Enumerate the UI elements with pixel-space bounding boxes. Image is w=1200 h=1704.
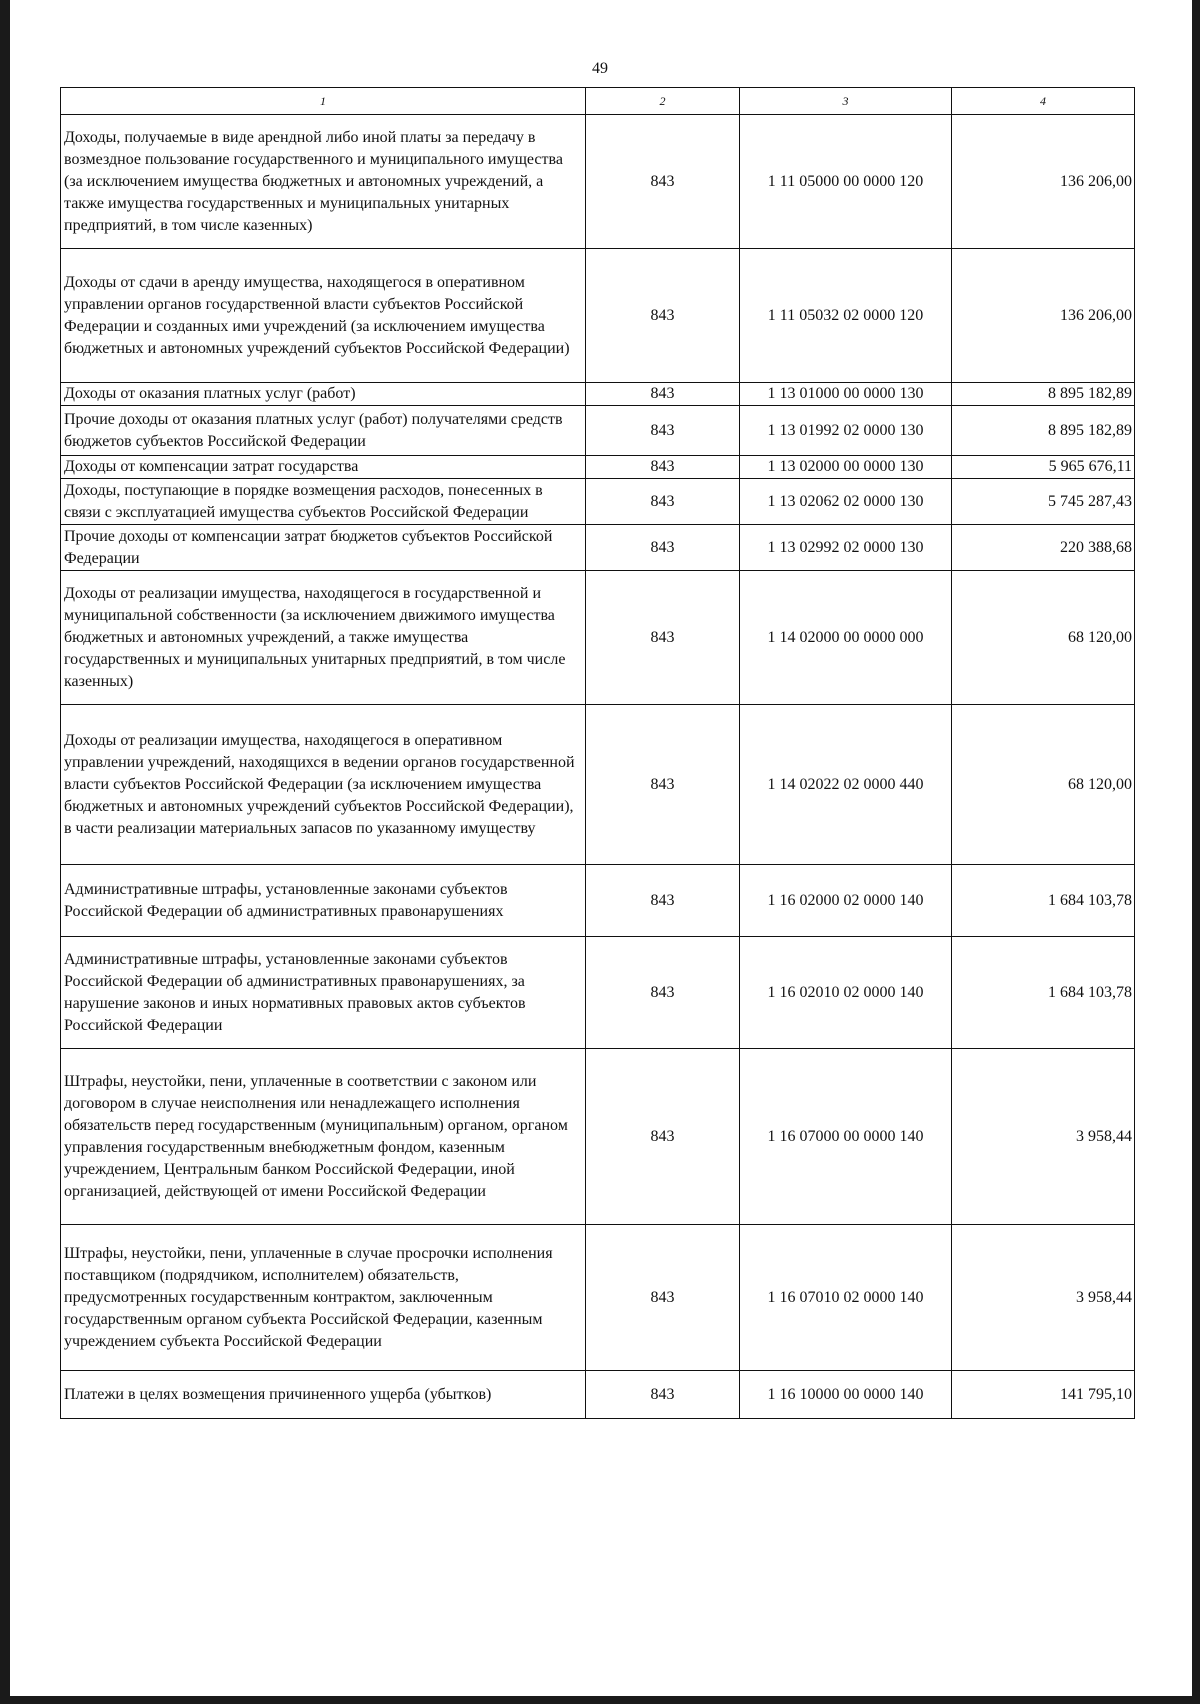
row-name-cell: Доходы, поступающие в порядке возмещения расходов, понесенных в связи с эксплуатацией имущества субъектов Российской Федерации (61, 479, 586, 525)
table-body (61, 88, 1135, 1419)
row-amount-cell: 8 895 182,89 (952, 406, 1135, 456)
row-admin-code-cell: 843 (586, 115, 740, 249)
row-budget-code-cell: 1 16 02000 02 0000 140 (740, 865, 952, 937)
row-amount-cell: 136 206,00 (952, 249, 1135, 383)
row-budget-code-cell: 1 13 01000 00 0000 130 (740, 383, 952, 406)
row-amount-cell: 3 958,44 (952, 1049, 1135, 1225)
row-name-cell: Доходы от реализации имущества, находящегося в оперативном управлении учреждений, находящихся в ведении органов государственной власти субъектов Российской Федерации (за исключением имущества бюджетных и автономных учреждений субъектов Российской Федерации), в части реализации материальных запасов по указанному имуществу (61, 705, 586, 865)
row-amount-cell: 68 120,00 (952, 705, 1135, 865)
row-amount-cell: 141 795,10 (952, 1371, 1135, 1419)
table-row (61, 1049, 1135, 1225)
row-budget-code-cell: 1 13 02000 00 0000 130 (740, 456, 952, 479)
row-name-cell: Доходы от оказания платных услуг (работ) (61, 383, 586, 406)
table-row (61, 571, 1135, 705)
row-name-cell: Административные штрафы, установленные законами субъектов Российской Федерации об административных правонарушениях (61, 865, 586, 937)
row-amount-cell: 68 120,00 (952, 571, 1135, 705)
row-admin-code-cell: 843 (586, 865, 740, 937)
row-budget-code-cell: 1 13 01992 02 0000 130 (740, 406, 952, 456)
row-amount-cell: 220 388,68 (952, 525, 1135, 571)
column-number-2: 2 (586, 88, 740, 115)
table-row (61, 525, 1135, 571)
scan-edge-left (0, 0, 10, 1704)
row-admin-code-cell: 843 (586, 937, 740, 1049)
row-amount-cell: 3 958,44 (952, 1225, 1135, 1371)
row-admin-code-cell: 843 (586, 705, 740, 865)
row-admin-code-cell: 843 (586, 1049, 740, 1225)
row-name-cell: Доходы от реализации имущества, находящегося в государственной и муниципальной собственности (за исключением движимого имущества бюджетных и автономных учреждений, а также имущества государственных и муниципальных унитарных предприятий, в том числе казенных) (61, 571, 586, 705)
table-row (61, 383, 1135, 406)
row-amount-cell: 5 745 287,43 (952, 479, 1135, 525)
row-budget-code-cell: 1 14 02022 02 0000 440 (740, 705, 952, 865)
table-row (61, 865, 1135, 937)
table-row (61, 115, 1135, 249)
row-admin-code-cell: 843 (586, 383, 740, 406)
scan-edge-bottom (0, 1696, 1200, 1704)
table-row (61, 1225, 1135, 1371)
row-budget-code-cell: 1 13 02062 02 0000 130 (740, 479, 952, 525)
row-budget-code-cell: 1 14 02000 00 0000 000 (740, 571, 952, 705)
row-admin-code-cell: 843 (586, 571, 740, 705)
table-row (61, 705, 1135, 865)
row-budget-code-cell: 1 16 02010 02 0000 140 (740, 937, 952, 1049)
row-admin-code-cell: 843 (586, 249, 740, 383)
row-admin-code-cell: 843 (586, 406, 740, 456)
table-row (61, 1371, 1135, 1419)
row-budget-code-cell: 1 16 10000 00 0000 140 (740, 1371, 952, 1419)
row-name-cell: Штрафы, неустойки, пени, уплаченные в соответствии с законом или договором в случае неисполнения или ненадлежащего исполнения обязательств перед государственным (муниципальным) органом, органом управления государственным внебюджетным фондом, казенным учреждением, Центральным банком Российской Федерации, иной организацией, действующей от имени Российской Федерации (61, 1049, 586, 1225)
column-number-3: 3 (740, 88, 952, 115)
row-admin-code-cell: 843 (586, 479, 740, 525)
revenue-table (60, 87, 1135, 1419)
row-amount-cell: 1 684 103,78 (952, 937, 1135, 1049)
table-row (61, 937, 1135, 1049)
column-number-1: 1 (61, 88, 586, 115)
row-admin-code-cell: 843 (586, 1371, 740, 1419)
row-name-cell: Прочие доходы от оказания платных услуг (работ) получателями средств бюджетов субъектов Российской Федерации (61, 406, 586, 456)
row-admin-code-cell: 843 (586, 1225, 740, 1371)
column-number-row (61, 88, 1135, 115)
row-name-cell: Доходы от сдачи в аренду имущества, находящегося в оперативном управлении органов государственной власти субъектов Российской Федерации и созданных ими учреждений (за исключением имущества бюджетных и автономных учреждений субъектов Российской Федерации) (61, 249, 586, 383)
scan-edge-right (1192, 0, 1200, 1704)
table-row (61, 249, 1135, 383)
row-budget-code-cell: 1 11 05032 02 0000 120 (740, 249, 952, 383)
row-amount-cell: 5 965 676,11 (952, 456, 1135, 479)
row-budget-code-cell: 1 16 07010 02 0000 140 (740, 1225, 952, 1371)
row-budget-code-cell: 1 16 07000 00 0000 140 (740, 1049, 952, 1225)
table-row (61, 479, 1135, 525)
row-amount-cell: 8 895 182,89 (952, 383, 1135, 406)
row-name-cell: Доходы от компенсации затрат государства (61, 456, 586, 479)
row-name-cell: Штрафы, неустойки, пени, уплаченные в случае просрочки исполнения поставщиком (подрядчиком, исполнителем) обязательств, предусмотренных государственным контрактом, заключенным государственным органом субъекта Российской Федерации, казенным учреждением субъекта Российской Федерации (61, 1225, 586, 1371)
row-name-cell: Административные штрафы, установленные законами субъектов Российской Федерации об административных правонарушениях, за нарушение законов и иных нормативных правовых актов субъектов Российской Федерации (61, 937, 586, 1049)
column-number-4: 4 (952, 88, 1135, 115)
row-name-cell: Доходы, получаемые в виде арендной либо иной платы за передачу в возмездное пользование государственного и муниципального имущества (за исключением имущества бюджетных и автономных учреждений, а также имущества государственных и муниципальных унитарных предприятий, в том числе казенных) (61, 115, 586, 249)
row-name-cell: Платежи в целях возмещения причиненного ущерба (убытков) (61, 1371, 586, 1419)
row-name-cell: Прочие доходы от компенсации затрат бюджетов субъектов Российской Федерации (61, 525, 586, 571)
table-row (61, 456, 1135, 479)
row-admin-code-cell: 843 (586, 456, 740, 479)
row-amount-cell: 136 206,00 (952, 115, 1135, 249)
row-amount-cell: 1 684 103,78 (952, 865, 1135, 937)
row-budget-code-cell: 1 13 02992 02 0000 130 (740, 525, 952, 571)
table-row (61, 406, 1135, 456)
row-budget-code-cell: 1 11 05000 00 0000 120 (740, 115, 952, 249)
page-number: 49 (592, 60, 608, 77)
row-admin-code-cell: 843 (586, 525, 740, 571)
